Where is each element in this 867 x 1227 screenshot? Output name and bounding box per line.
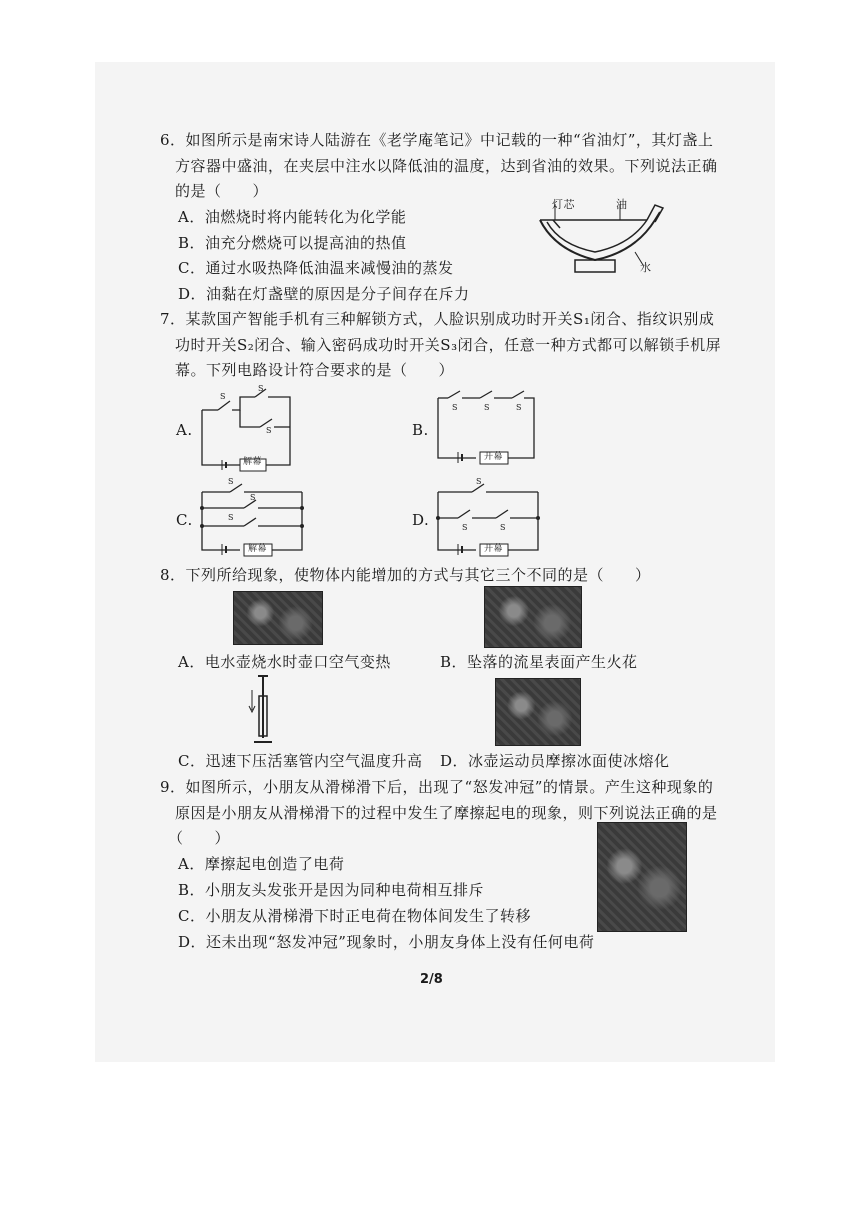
circuit-a-load-label: 解幕 — [243, 457, 263, 467]
q6-option-d: D．油黏在灯盏壁的原因是分子间存在斥力 — [178, 285, 470, 303]
q7-option-b-letter: B. — [412, 421, 429, 439]
q7-option-a-letter: A. — [176, 421, 193, 439]
circuit-c-load-label: 解幕 — [248, 544, 268, 554]
q9-stem-line1: 9．如图所示，小朋友从滑梯滑下后，出现了“怒发冲冠”的情景。产生这种现象的 — [160, 778, 714, 796]
kettle-steam-photo — [233, 591, 323, 645]
svg-text:S: S — [452, 403, 458, 412]
lamp-label-wick: 灯芯 — [552, 198, 575, 211]
q8-option-a: A．电水壶烧水时壶口空气变热 — [178, 653, 391, 671]
q9-option-b: B．小朋友头发张开是因为同种电荷相互排斥 — [178, 881, 485, 899]
piston-tube-figure — [248, 676, 278, 746]
svg-text:S: S — [228, 513, 234, 522]
q8-stem: 8．下列所给现象，使物体内能增加的方式与其它三个不同的是（ ） — [160, 566, 651, 584]
q6-option-b: B．油充分燃烧可以提高油的热值 — [178, 234, 407, 252]
q9-option-a: A．摩擦起电创造了电荷 — [178, 855, 345, 873]
q6-stem-line1: 6．如图所示是南宋诗人陆游在《老学庵笔记》中记载的一种“省油灯”，其灯盏上 — [160, 131, 714, 149]
q7-stem-line1: 7．某款国产智能手机有三种解锁方式，人脸识别成功时开关S₁闭合、指纹识别成 — [160, 310, 715, 328]
circuit-d-load-label: 开幕 — [484, 544, 504, 554]
q7-stem-line2: 功时开关S₂闭合、输入密码成功时开关S₃闭合，任意一种方式都可以解锁手机屏 — [175, 336, 722, 354]
svg-text:S: S — [266, 426, 272, 435]
svg-text:S: S — [228, 477, 234, 486]
curling-photo — [495, 678, 581, 746]
q7-option-d-letter: D. — [412, 511, 430, 529]
q9-stem-line3: （ ） — [168, 829, 231, 847]
q8-option-c: C．迅速下压活塞管内空气温度升高 — [178, 752, 423, 770]
svg-text:S: S — [250, 493, 256, 502]
svg-text:S: S — [462, 523, 468, 532]
q6-option-a: A．油燃烧时将内能转化为化学能 — [178, 208, 407, 226]
lamp-label-oil: 油 — [616, 198, 628, 211]
svg-text:S: S — [258, 384, 264, 393]
q7-stem-line3: 幕。下列电路设计符合要求的是（ ） — [175, 361, 455, 379]
q7-option-c-letter: C. — [176, 511, 193, 529]
q6-stem-line2: 方容器中盛油，在夹层中注水以降低油的温度，达到省油的效果。下列说法正确 — [175, 157, 718, 175]
child-hair-static-photo — [597, 822, 687, 932]
q8-option-d: D．冰壶运动员摩擦冰面使冰熔化 — [440, 752, 670, 770]
q8-option-b: B．坠落的流星表面产生火花 — [440, 653, 638, 671]
q9-option-d: D．还未出现“怒发冲冠”现象时，小朋友身体上没有任何电荷 — [178, 933, 595, 951]
svg-text:S: S — [500, 523, 506, 532]
page-number: 2/8 — [420, 972, 443, 987]
q6-stem-line3: 的是（ ） — [175, 182, 269, 200]
q9-stem-line2: 原因是小朋友从滑梯滑下的过程中发生了摩擦起电的现象，则下列说法正确的是 — [175, 804, 718, 822]
svg-text:S: S — [476, 477, 482, 486]
meteor-photo — [484, 586, 582, 648]
svg-text:S: S — [484, 403, 490, 412]
svg-text:S: S — [516, 403, 522, 412]
q9-option-c: C．小朋友从滑梯滑下时正电荷在物体间发生了转移 — [178, 907, 531, 925]
lamp-label-water: 水 — [640, 261, 652, 274]
circuit-b-load-label: 开幕 — [484, 452, 504, 462]
q6-option-c: C．通过水吸热降低油温来减慢油的蒸发 — [178, 259, 454, 277]
svg-text:S: S — [220, 392, 226, 401]
